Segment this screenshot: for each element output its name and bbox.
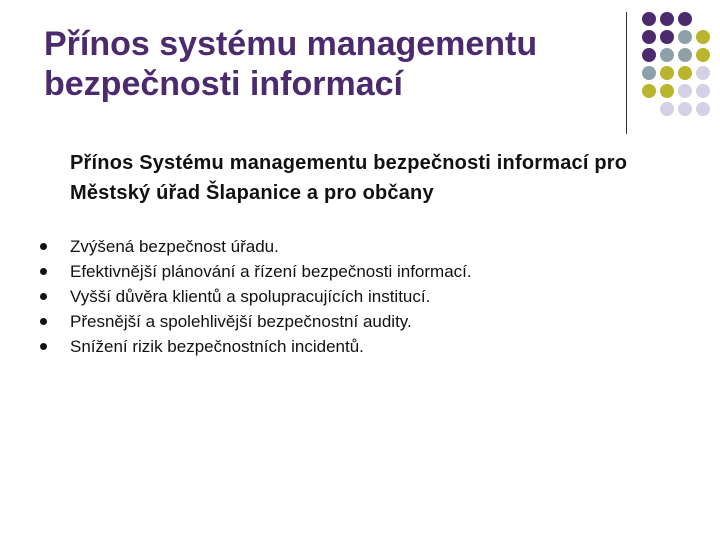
decor-dot — [660, 66, 674, 80]
bullet-dot-icon — [40, 318, 47, 325]
list-item — [40, 309, 680, 334]
bullet-text: Zvýšená bezpečnost úřadu. — [70, 237, 279, 256]
decor-dot — [696, 48, 710, 62]
decor-dot — [660, 102, 674, 116]
decor-dot — [642, 48, 656, 62]
decor-dot — [696, 84, 710, 98]
bullet-dot-icon — [40, 243, 47, 250]
decor-dot — [642, 12, 656, 26]
decor-dot — [660, 30, 674, 44]
decor-dot — [678, 30, 692, 44]
decor-dot — [678, 84, 692, 98]
list-item — [40, 259, 680, 284]
decor-dot — [642, 30, 656, 44]
decor-dot — [642, 84, 656, 98]
decorative-dot-grid — [640, 10, 716, 120]
bullet-dot-icon — [40, 343, 47, 350]
title-divider — [626, 12, 627, 134]
bullet-list — [40, 234, 680, 359]
bullet-text: Přesnější a spolehlivější bezpečnostní audity. — [70, 312, 412, 331]
slide-title: Přínos systému managementu bezpečnosti informací — [44, 25, 538, 103]
decor-dot — [642, 66, 656, 80]
decor-dot — [678, 102, 692, 116]
decor-dot — [660, 84, 674, 98]
bullet-text: Snížení rizik bezpečnostních incidentů. — [70, 337, 364, 356]
decor-dot — [660, 12, 674, 26]
decor-dot — [696, 30, 710, 44]
list-item — [40, 284, 680, 309]
decor-dot — [678, 12, 692, 26]
decor-dot — [660, 48, 674, 62]
decor-dot — [678, 48, 692, 62]
bullet-dot-icon — [40, 268, 47, 275]
decor-dot — [696, 66, 710, 80]
list-item — [40, 234, 680, 259]
decor-dot — [678, 66, 692, 80]
slide-subheading: Přínos Systému managementu bezpečnosti informací pro Městský úřad Šlapanice a pro občany — [70, 152, 628, 204]
bullet-text: Vyšší důvěra klientů a spolupracujících institucí. — [70, 287, 431, 306]
bullet-text: Efektivnější plánování a řízení bezpečnosti informací. — [70, 262, 472, 281]
list-item — [40, 334, 680, 359]
bullet-dot-icon — [40, 293, 47, 300]
decor-dot — [696, 102, 710, 116]
